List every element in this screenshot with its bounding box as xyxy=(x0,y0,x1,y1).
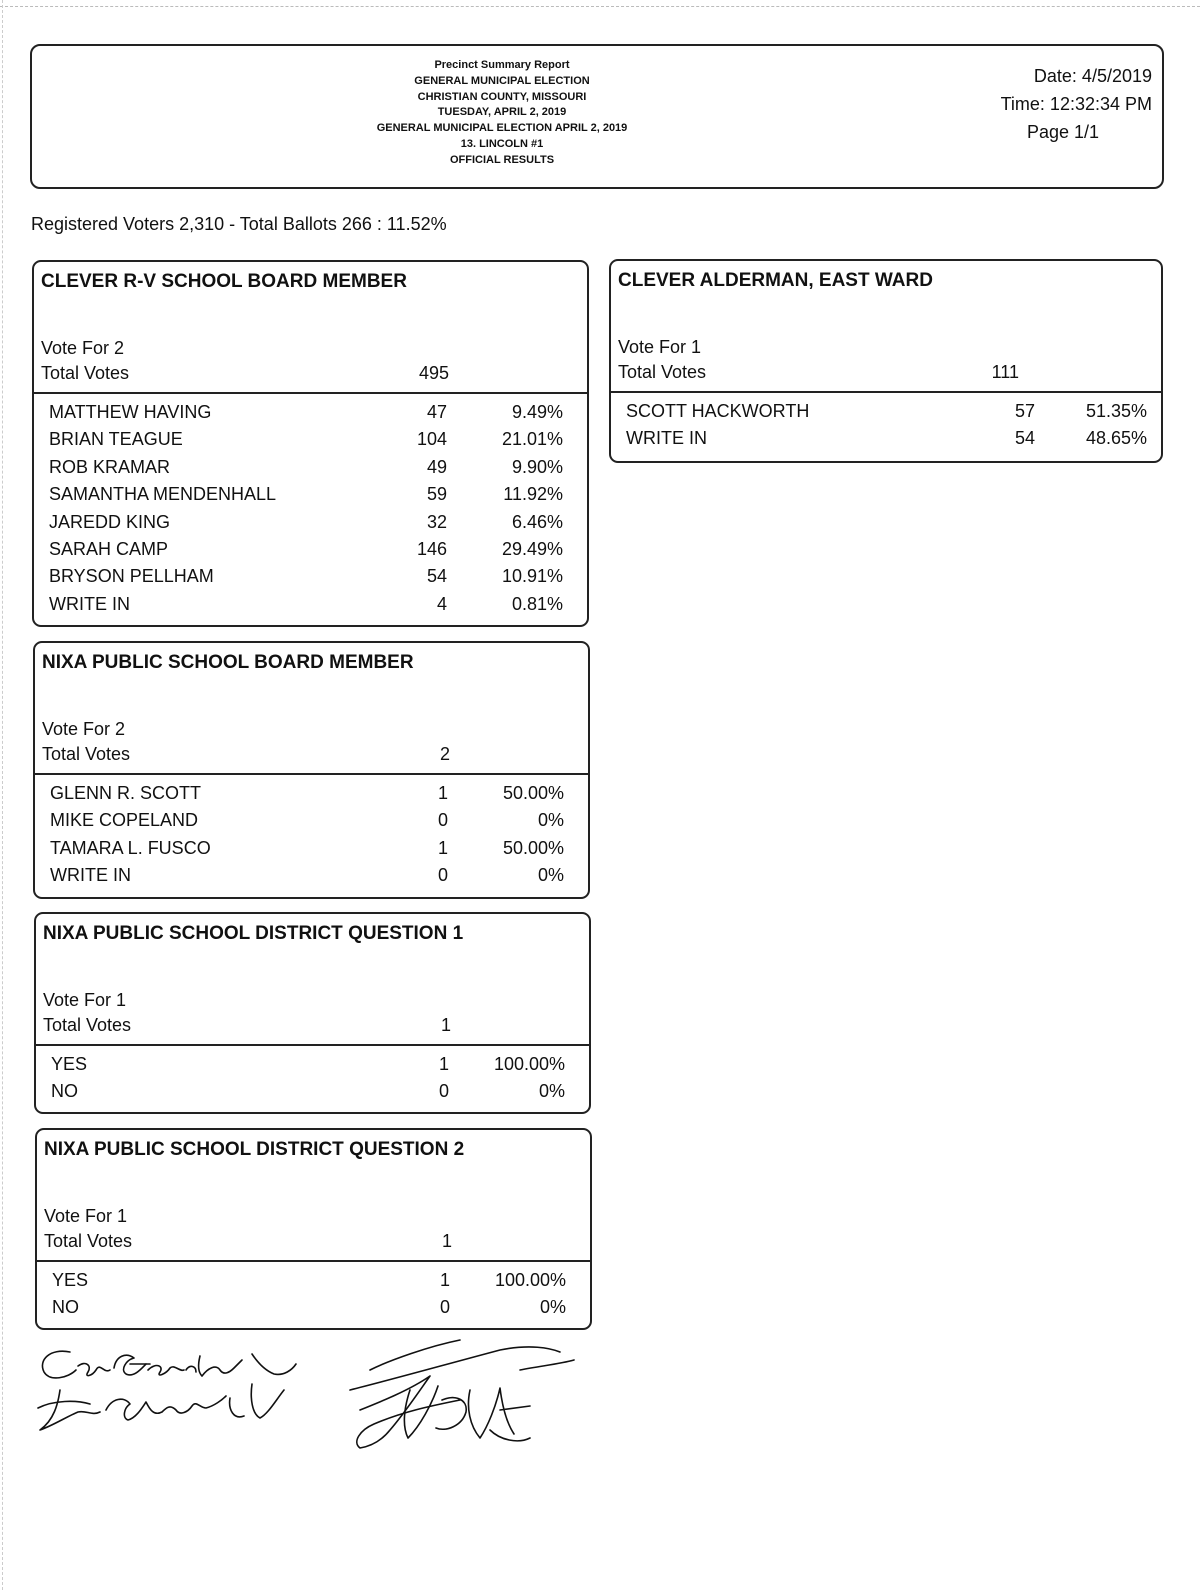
result-row xyxy=(36,1054,589,1081)
candidate-name: NO xyxy=(51,1081,78,1102)
contest-title: CLEVER ALDERMAN, EAST WARD xyxy=(618,270,933,291)
vote-for-label: Vote For 2 xyxy=(41,338,125,358)
turnout-summary: Registered Voters 2,310 - Total Ballots 266 : 11.52% xyxy=(31,214,447,234)
candidate-name: YES xyxy=(51,1054,88,1074)
report-line: TUESDAY, APRIL 2, 2019 xyxy=(437,106,567,119)
candidate-name: ROB KRAMAR xyxy=(49,456,171,477)
candidate-name: GLENN R. SCOTT xyxy=(50,783,202,803)
result-row xyxy=(35,810,588,837)
candidate-percent: 0% xyxy=(537,810,564,831)
candidate-percent: 50.00% xyxy=(502,783,564,803)
total-votes-value: 2 xyxy=(439,744,450,764)
candidate-votes: 49 xyxy=(426,456,447,477)
result-row xyxy=(36,1081,589,1108)
report-header xyxy=(30,44,1164,189)
candidate-votes: 146 xyxy=(416,539,447,559)
total-votes-value: 111 xyxy=(991,362,1019,382)
candidate-votes: 1 xyxy=(437,837,448,858)
candidate-name: WRITE IN xyxy=(626,428,707,449)
candidate-votes: 4 xyxy=(436,593,447,614)
contest-title: NIXA PUBLIC SCHOOL BOARD MEMBER xyxy=(42,652,414,673)
candidate-percent: 0% xyxy=(539,1297,566,1318)
contest-divider xyxy=(611,391,1161,393)
page-top-edge xyxy=(0,6,1200,7)
result-row xyxy=(34,484,587,511)
candidate-votes: 59 xyxy=(426,484,447,505)
candidate-percent: 9.49% xyxy=(511,402,563,422)
candidate-percent: 50.00% xyxy=(502,837,564,858)
candidate-percent: 11.92% xyxy=(503,484,563,505)
candidate-percent: 29.49% xyxy=(501,539,563,559)
result-row xyxy=(611,401,1161,428)
report-line: CHRISTIAN COUNTY, MISSOURI xyxy=(417,90,587,103)
contest-title: NIXA PUBLIC SCHOOL DISTRICT QUESTION 1 xyxy=(43,923,464,944)
report-line: GENERAL MUNICIPAL ELECTION xyxy=(414,74,590,87)
candidate-votes: 54 xyxy=(1014,428,1035,449)
contest-title: CLEVER R-V SCHOOL BOARD MEMBER xyxy=(41,271,407,292)
candidate-percent: 21.01% xyxy=(501,429,563,450)
report-line: GENERAL MUNICIPAL ELECTION APRIL 2, 2019 xyxy=(376,122,628,135)
candidate-name: SAMANTHA MENDENHALL xyxy=(49,484,277,505)
candidate-votes: 1 xyxy=(437,783,448,803)
vote-for-label: Vote For 2 xyxy=(42,719,126,739)
candidate-name: SCOTT HACKWORTH xyxy=(626,401,810,421)
candidate-votes: 32 xyxy=(426,511,447,532)
vote-for-label: Vote For 1 xyxy=(44,1206,128,1226)
contest-box xyxy=(32,260,589,627)
result-row xyxy=(37,1270,590,1297)
contest-box xyxy=(609,259,1163,463)
candidate-votes: 104 xyxy=(416,429,447,450)
candidate-percent: 48.65% xyxy=(1085,428,1147,449)
total-votes-label: Total Votes xyxy=(618,362,707,382)
report-meta xyxy=(932,62,1152,146)
vote-for-label: Vote For 1 xyxy=(618,337,702,357)
candidate-percent: 51.35% xyxy=(1085,401,1147,421)
candidate-name: BRYSON PELLHAM xyxy=(49,566,214,587)
candidate-name: SARAH CAMP xyxy=(49,539,169,559)
total-votes-value: 1 xyxy=(441,1231,452,1251)
result-row xyxy=(34,539,587,566)
candidate-votes: 0 xyxy=(437,810,448,831)
candidate-votes: 1 xyxy=(439,1270,450,1290)
candidate-votes: 57 xyxy=(1014,401,1035,421)
candidate-name: MIKE COPELAND xyxy=(50,810,199,831)
contest-divider xyxy=(34,392,587,394)
total-votes-label: Total Votes xyxy=(42,744,131,764)
result-row xyxy=(34,566,587,593)
handwritten-signatures-icon xyxy=(30,1330,590,1470)
result-row xyxy=(35,783,588,810)
candidate-votes: 0 xyxy=(438,1081,449,1102)
candidate-percent: 100.00% xyxy=(493,1054,565,1074)
contest-divider xyxy=(37,1260,590,1262)
vote-for-label: Vote For 1 xyxy=(43,990,127,1010)
contest-box xyxy=(35,1128,592,1330)
candidate-percent: 0% xyxy=(538,1081,565,1102)
page-left-edge xyxy=(2,0,3,1590)
candidate-name: WRITE IN xyxy=(50,865,131,886)
candidate-votes: 0 xyxy=(437,865,448,886)
report-line: 13. LINCOLN #1 xyxy=(460,137,544,150)
result-row xyxy=(611,428,1161,455)
candidate-votes: 1 xyxy=(438,1054,449,1074)
candidate-name: YES xyxy=(52,1270,89,1290)
report-page: Page 1/1 xyxy=(1026,122,1099,142)
report-time: Time: 12:32:34 PM xyxy=(1000,94,1152,114)
candidate-name: NO xyxy=(52,1297,79,1318)
candidate-name: BRIAN TEAGUE xyxy=(49,429,183,450)
total-votes-value: 495 xyxy=(418,363,449,383)
candidate-name: WRITE IN xyxy=(49,593,130,614)
report-date: Date: 4/5/2019 xyxy=(1033,66,1152,86)
candidate-percent: 6.46% xyxy=(511,511,563,532)
contest-box xyxy=(33,641,590,899)
total-votes-label: Total Votes xyxy=(43,1015,132,1035)
contest-divider xyxy=(35,773,588,775)
total-votes-label: Total Votes xyxy=(44,1231,133,1251)
total-votes-label: Total Votes xyxy=(41,363,130,383)
result-row xyxy=(34,429,587,456)
report-line: OFFICIAL RESULTS xyxy=(449,153,555,166)
result-row xyxy=(37,1297,590,1324)
candidate-percent: 10.91% xyxy=(501,566,563,587)
candidate-percent: 0.81% xyxy=(511,593,563,614)
result-row xyxy=(35,865,588,892)
result-row xyxy=(35,838,588,865)
result-row xyxy=(34,457,587,484)
report-header-center xyxy=(332,58,672,169)
candidate-name: MATTHEW HAVING xyxy=(49,402,212,422)
candidate-name: TAMARA L. FUSCO xyxy=(50,837,211,858)
contest-divider xyxy=(36,1044,589,1046)
result-row xyxy=(34,512,587,539)
candidate-percent: 0% xyxy=(537,865,564,886)
total-votes-value: 1 xyxy=(440,1015,451,1035)
candidate-percent: 9.90% xyxy=(511,456,563,477)
candidate-name: JAREDD KING xyxy=(49,511,171,532)
candidate-votes: 54 xyxy=(426,566,447,587)
result-row xyxy=(34,402,587,429)
report-title: Precinct Summary Report xyxy=(434,59,570,71)
candidate-votes: 47 xyxy=(426,402,447,422)
candidate-votes: 0 xyxy=(439,1297,450,1318)
candidate-percent: 100.00% xyxy=(494,1270,566,1290)
contest-title: NIXA PUBLIC SCHOOL DISTRICT QUESTION 2 xyxy=(44,1139,465,1160)
contest-box xyxy=(34,912,591,1114)
result-row xyxy=(34,594,587,621)
